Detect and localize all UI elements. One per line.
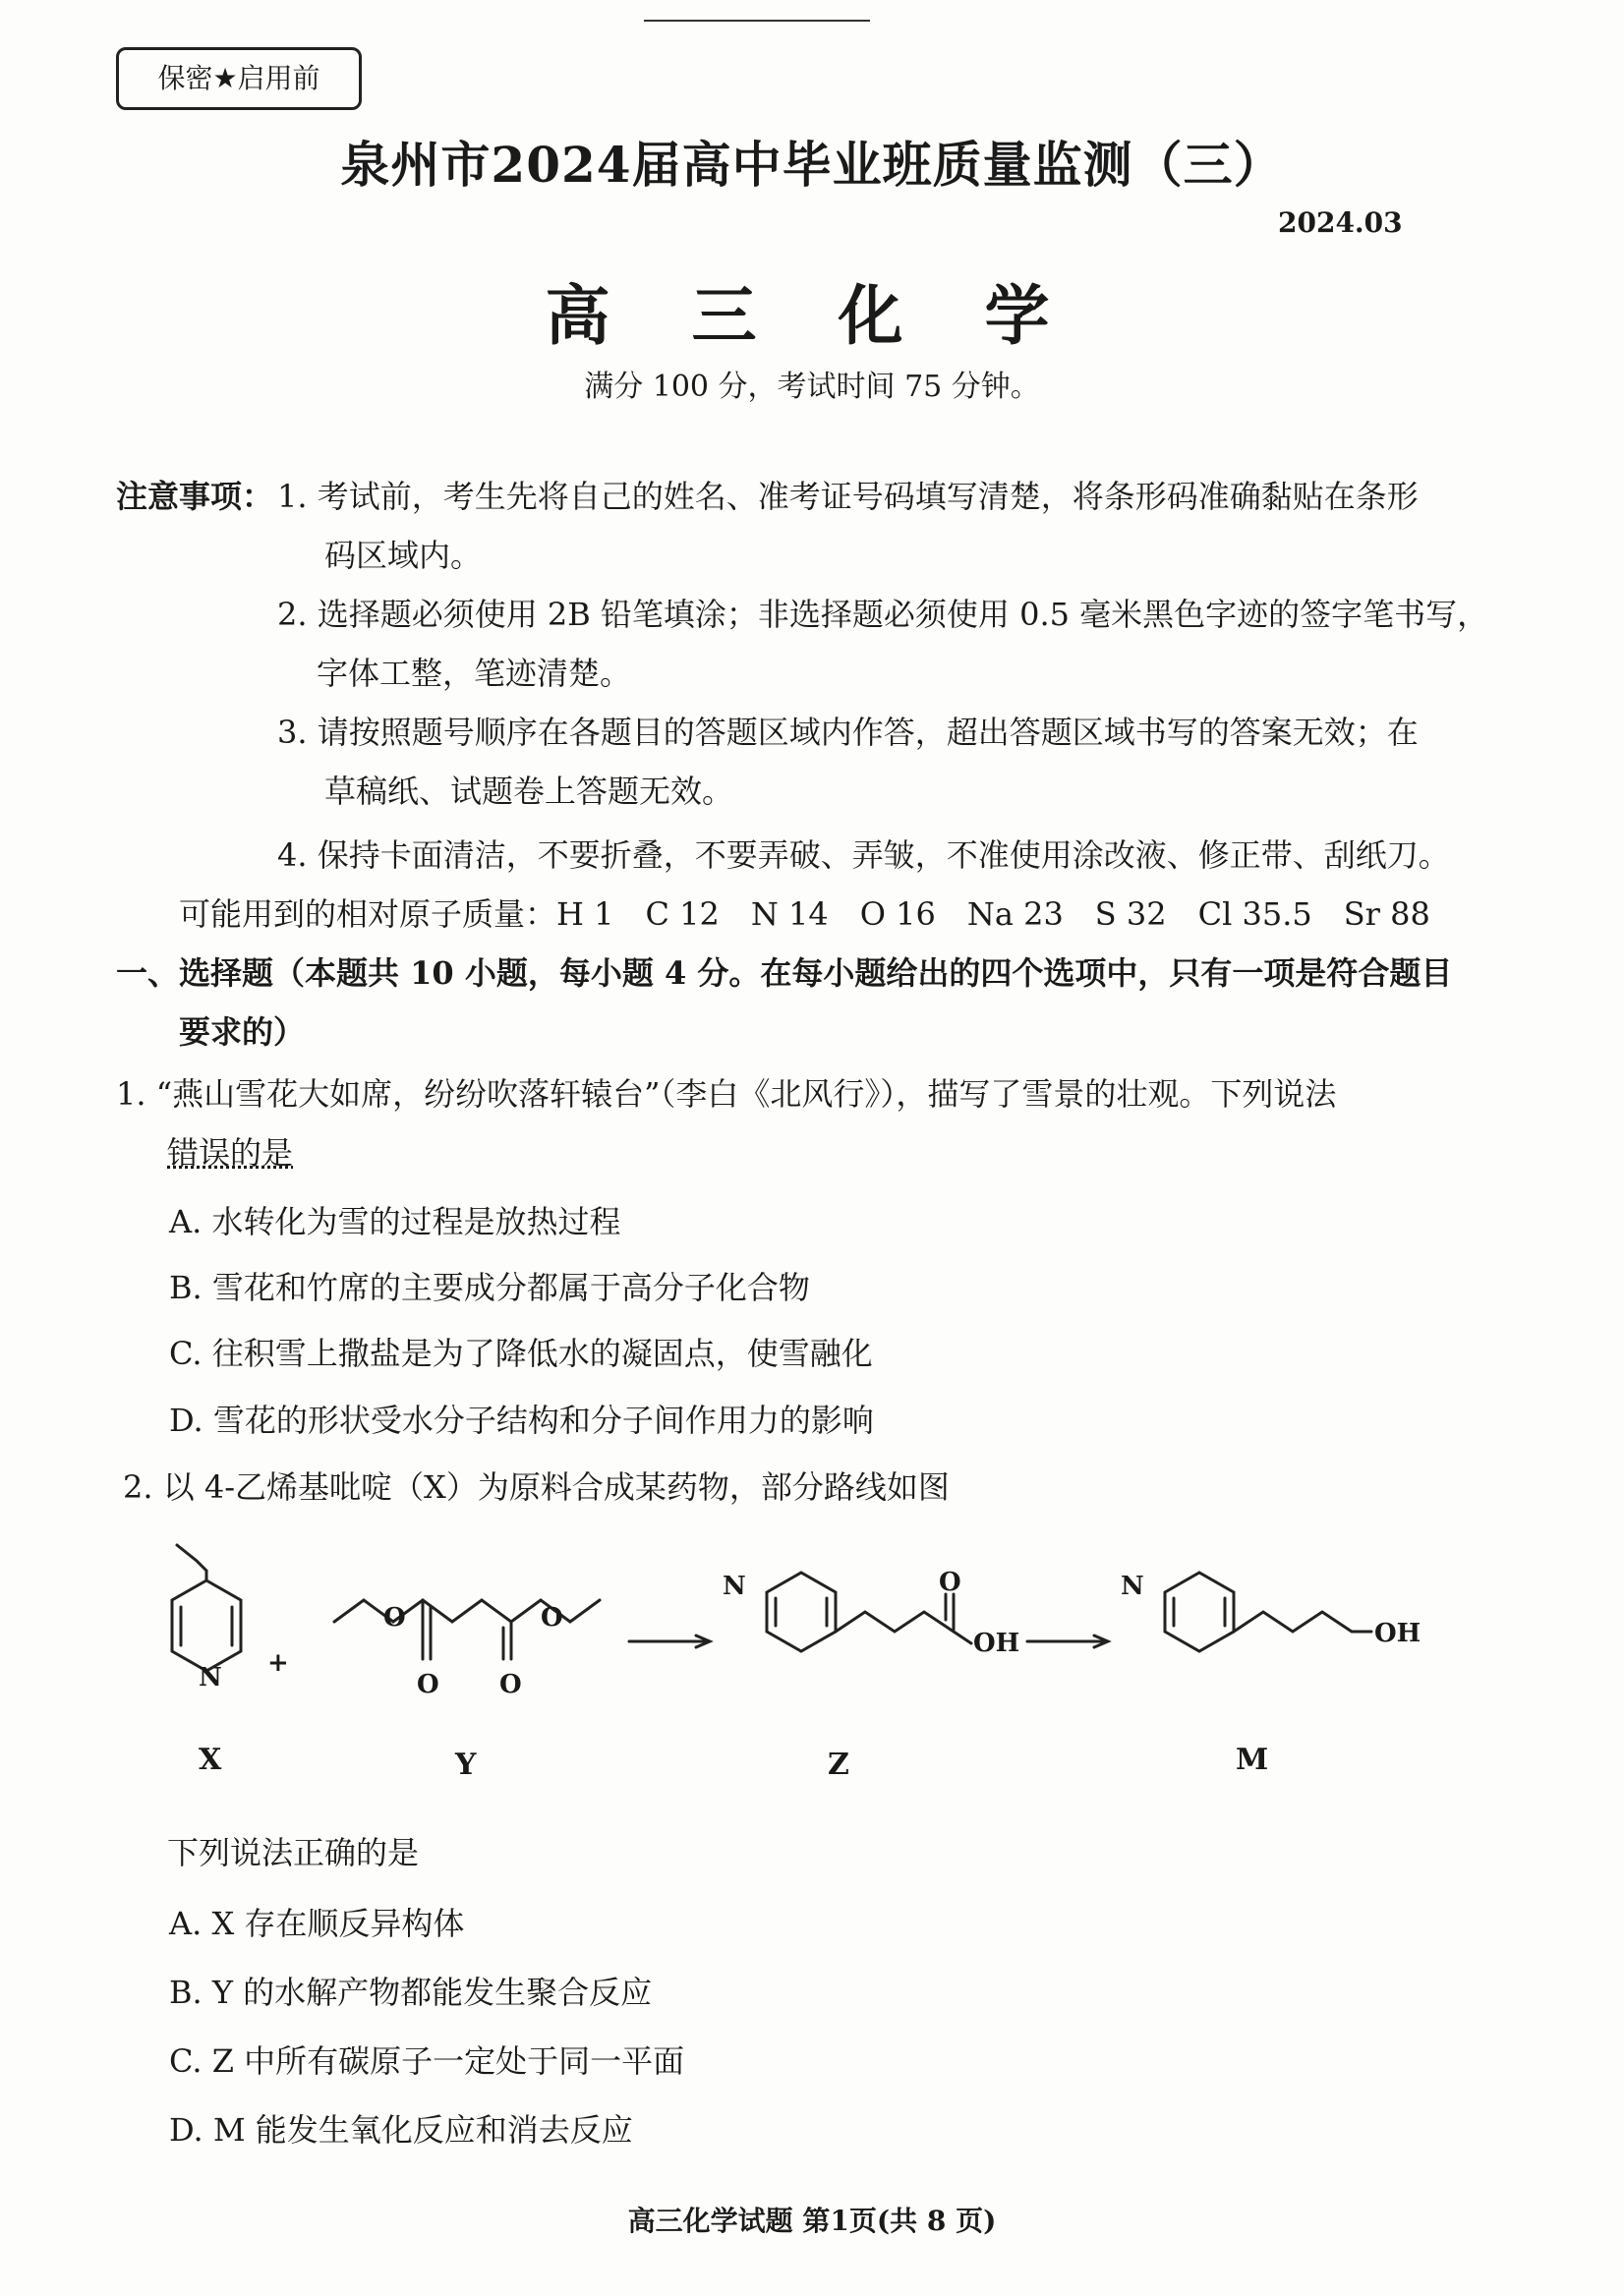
subject-title: 高 三 化 学: [545, 277, 1079, 354]
note-2b: 字体工整，笔迹清楚。: [317, 655, 632, 692]
atom-n-m: N: [1121, 1572, 1144, 1601]
note-3a: 3. 请按照题号顺序在各题目的答题区域内作答，超出答题区域书写的答案无效；在: [277, 714, 1419, 751]
atom-o-y2: O: [417, 1670, 439, 1699]
q1-option-d: D. 雪花的形状受水分子结构和分子间作用力的影响: [169, 1402, 874, 1439]
q2-stem: 2. 以 4-乙烯基吡啶（X）为原料合成某药物，部分路线如图: [123, 1468, 950, 1506]
q2-option-c: C. Z 中所有碳原子一定处于同一平面: [169, 2042, 685, 2080]
note-4: 4. 保持卡面清洁，不要折叠，不要弄破、弄皱，不准使用涂改液、修正带、刮纸刀。: [277, 836, 1450, 874]
atom-oh-z: OH: [973, 1629, 1020, 1658]
confidential-badge: 保密★启用前: [116, 47, 362, 110]
q2-question: 下列说法正确的是: [167, 1834, 420, 1871]
atom-n-z: N: [723, 1572, 746, 1601]
note-1b: 码区域内。: [324, 537, 483, 574]
top-rule: [644, 20, 870, 22]
q1-stem: 1. “燕山雪花大如席，纷纷吹落轩辕台”（李白《北风行》），描写了雪景的壮观。下列说法: [116, 1075, 1337, 1113]
q2-option-b: B. Y 的水解产物都能发生聚合反应: [169, 1974, 653, 2011]
atom-oh-m: OH: [1374, 1619, 1421, 1648]
score-time: 满分 100 分，考试时间 75 分钟。: [584, 370, 1040, 404]
note-1a: 1. 考试前，考生先将自己的姓名、准考证号码填写清楚，将条形码准确黏贴在条形: [277, 478, 1419, 515]
label-m: M: [1236, 1743, 1269, 1777]
molecule-x: [172, 1545, 241, 1671]
section-heading-cont: 要求的）: [179, 1013, 306, 1051]
q1-option-c: C. 往积雪上撒盐是为了降低水的凝固点，使雪融化: [169, 1335, 873, 1372]
atom-o-y4: O: [541, 1603, 563, 1633]
q1-option-b: B. 雪花和竹席的主要成分都属于高分子化合物: [169, 1269, 810, 1306]
exam-date: 2024.03: [1278, 206, 1403, 239]
q1-option-a: A. 水转化为雪的过程是放热过程: [169, 1203, 621, 1240]
molecule-m: [1165, 1573, 1371, 1651]
notes-label: 注意事项：: [116, 478, 274, 515]
atom-o-y1: O: [383, 1603, 406, 1633]
label-y: Y: [455, 1748, 477, 1782]
exam-title: 泉州市2024届高中毕业班质量监测（三）: [340, 136, 1284, 194]
reaction-scheme: [0, 1523, 1624, 1799]
q2-option-d: D. M 能发生氧化反应和消去反应: [169, 2111, 633, 2149]
atom-o-y3: O: [499, 1670, 522, 1699]
atom-n-x: N: [199, 1663, 222, 1693]
atomic-masses: 可能用到的相对原子质量：H 1 C 12 N 14 O 16 Na 23 S 32 Cl 35.5 Sr 88: [179, 895, 1430, 933]
label-x: X: [199, 1743, 222, 1777]
atom-o-z: O: [939, 1568, 961, 1597]
plus-sign: +: [267, 1648, 289, 1678]
q2-option-a: A. X 存在顺反异构体: [169, 1905, 465, 1942]
label-z: Z: [828, 1748, 849, 1782]
page-footer: 高三化学试题 第1页(共 8 页): [627, 2205, 997, 2237]
note-2a: 2. 选择题必须使用 2B 铅笔填涂；非选择题必须使用 0.5 毫米黑色字迹的签字笔书写，: [277, 596, 1489, 633]
q1-stem-cont: 错误的是: [167, 1134, 294, 1172]
note-3b: 草稿纸、试题卷上答题无效。: [324, 773, 734, 810]
section-heading: 一、选择题（本题共 10 小题，每小题 4 分。在每小题给出的四个选项中，只有一项是符合题目: [116, 954, 1453, 992]
